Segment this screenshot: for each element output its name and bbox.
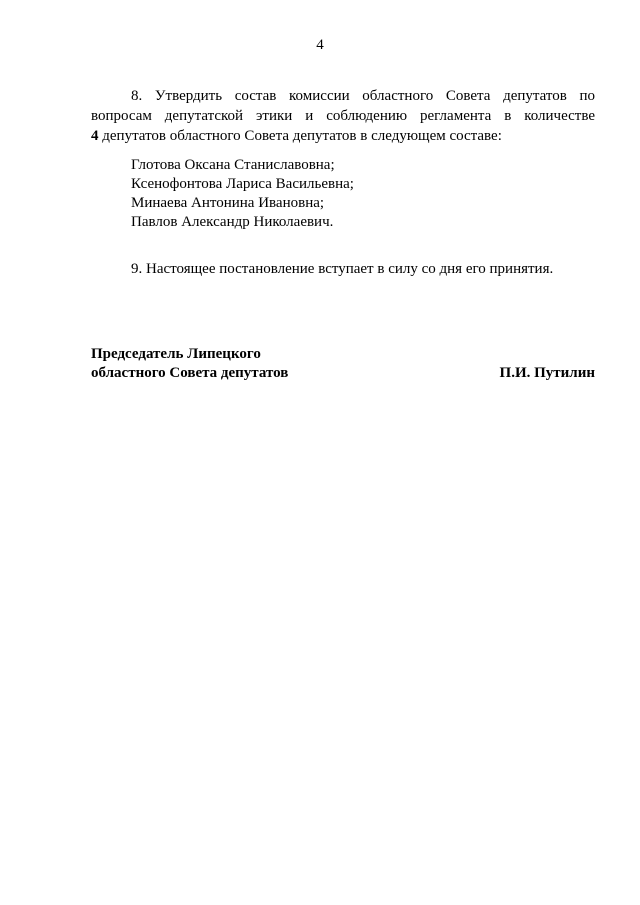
item-8-line-1: 8. Утвердить состав комиссии областного Совета депутатов по xyxy=(131,88,595,104)
member-item: Ксенофонтова Лариса Васильевна; xyxy=(131,176,354,192)
item-8-line-3 xyxy=(91,126,595,146)
item-9-paragraph: 9. Настоящее постановление вступает в силу со дня его принятия. xyxy=(131,261,554,277)
member-list xyxy=(131,156,354,232)
signatory-name: П.И. Путилин xyxy=(499,365,595,381)
item-8-paragraph xyxy=(91,86,595,146)
page-number: 4 xyxy=(316,37,324,53)
signature-position-line-2: областного Совета депутатов xyxy=(91,365,289,381)
signature-block xyxy=(91,345,595,383)
member-item: Минаева Антонина Ивановна; xyxy=(131,195,325,211)
item-8-line-3-text: депутатов областного Совета депутатов в следующем составе: xyxy=(98,128,502,144)
signature-position-line-1: Председатель Липецкого xyxy=(91,346,261,362)
member-item: Глотова Оксана Станиславовна; xyxy=(131,157,335,173)
member-item: Павлов Александр Николаевич. xyxy=(131,214,334,230)
member-count: 4 xyxy=(91,128,99,144)
item-8-line-2: вопросам депутатской этики и соблюдению регламента в количестве xyxy=(91,108,595,124)
